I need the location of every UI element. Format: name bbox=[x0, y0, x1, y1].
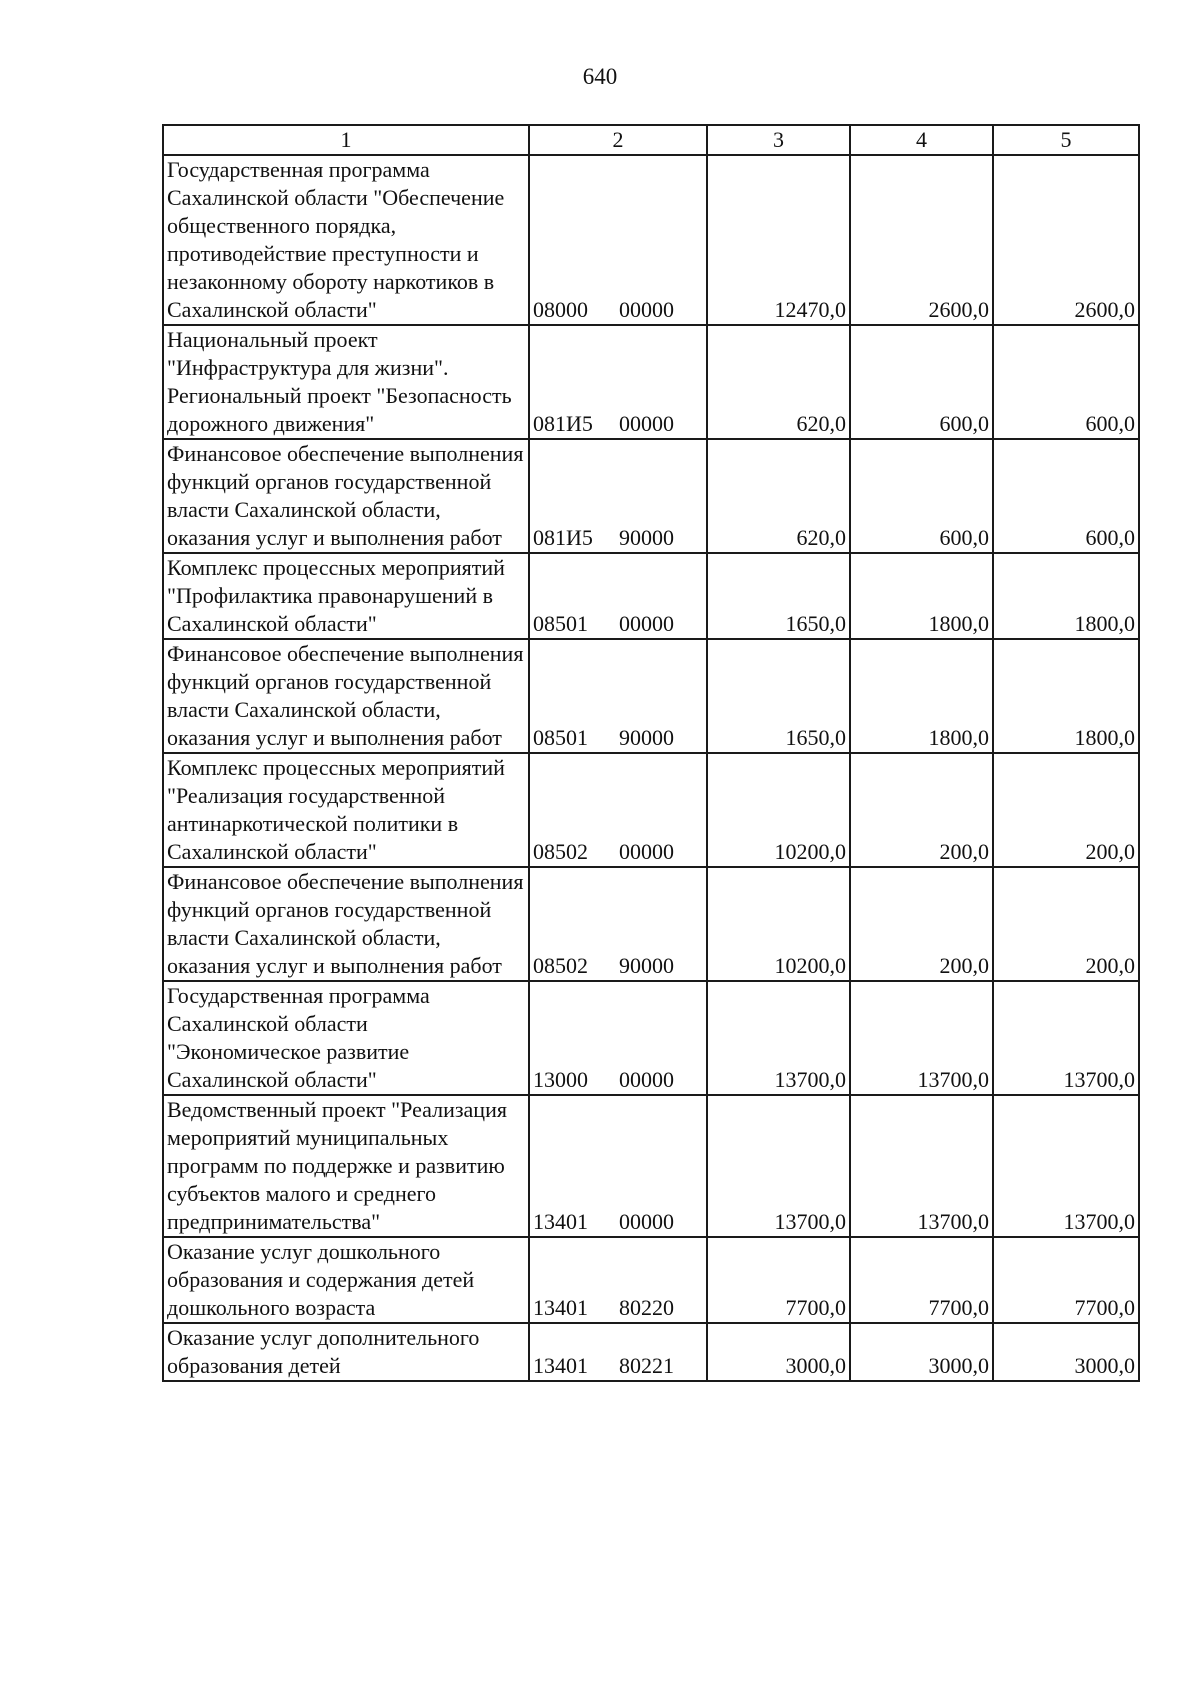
row-value-col5: 200,0 bbox=[993, 753, 1139, 867]
row-value-col5: 13700,0 bbox=[993, 1095, 1139, 1237]
row-code bbox=[529, 325, 707, 439]
row-name: Оказание услуг дополнительного образования детей bbox=[163, 1323, 529, 1381]
code-program: 08501 bbox=[533, 725, 588, 750]
row-value-col3: 1650,0 bbox=[707, 553, 850, 639]
row-value-col5: 3000,0 bbox=[993, 1323, 1139, 1381]
row-value-col3: 620,0 bbox=[707, 325, 850, 439]
code-direction: 80221 bbox=[619, 1353, 674, 1378]
header-col-1: 1 bbox=[163, 125, 529, 155]
row-code bbox=[529, 1323, 707, 1381]
code-program: 13000 bbox=[533, 1067, 588, 1092]
row-code bbox=[529, 753, 707, 867]
code-direction: 00000 bbox=[619, 411, 674, 436]
code-program: 08502 bbox=[533, 953, 588, 978]
code-program: 08501 bbox=[533, 611, 588, 636]
table-row bbox=[163, 867, 1139, 981]
table-row bbox=[163, 553, 1139, 639]
code-program: 08000 bbox=[533, 297, 588, 322]
row-value-col4: 2600,0 bbox=[850, 155, 993, 325]
code-program: 081И5 bbox=[533, 525, 593, 550]
row-name: Ведомственный проект "Реализация мероприятий муниципальных программ по поддержке и развитию субъектов малого и среднего предпринимательства" bbox=[163, 1095, 529, 1237]
code-direction: 00000 bbox=[619, 297, 674, 322]
row-code bbox=[529, 1237, 707, 1323]
row-value-col5: 7700,0 bbox=[993, 1237, 1139, 1323]
row-value-col4: 1800,0 bbox=[850, 639, 993, 753]
row-value-col5: 13700,0 bbox=[993, 981, 1139, 1095]
table-row bbox=[163, 1237, 1139, 1323]
table-row bbox=[163, 753, 1139, 867]
row-value-col4: 600,0 bbox=[850, 439, 993, 553]
page-number: 640 bbox=[582, 64, 618, 89]
table-row bbox=[163, 325, 1139, 439]
row-code bbox=[529, 553, 707, 639]
row-value-col5: 200,0 bbox=[993, 867, 1139, 981]
budget-table bbox=[162, 124, 1140, 1382]
table-row bbox=[163, 1323, 1139, 1381]
row-value-col3: 13700,0 bbox=[707, 981, 850, 1095]
row-code bbox=[529, 439, 707, 553]
code-direction: 80220 bbox=[619, 1295, 674, 1320]
code-program: 08502 bbox=[533, 839, 588, 864]
row-name: Национальный проект "Инфраструктура для жизни". Региональный проект "Безопасность дорожного движения" bbox=[163, 325, 529, 439]
table-row bbox=[163, 1095, 1139, 1237]
row-value-col4: 7700,0 bbox=[850, 1237, 993, 1323]
header-col-4: 4 bbox=[850, 125, 993, 155]
code-program: 081И5 bbox=[533, 411, 593, 436]
row-value-col5: 1800,0 bbox=[993, 553, 1139, 639]
row-code bbox=[529, 1095, 707, 1237]
header-col-3: 3 bbox=[707, 125, 850, 155]
code-direction: 90000 bbox=[619, 953, 674, 978]
row-code bbox=[529, 981, 707, 1095]
code-program: 13401 bbox=[533, 1209, 588, 1234]
row-name: Финансовое обеспечение выполнения функций органов государственной власти Сахалинской области, оказания услуг и выполнения работ bbox=[163, 439, 529, 553]
row-value-col5: 600,0 bbox=[993, 439, 1139, 553]
row-value-col3: 10200,0 bbox=[707, 753, 850, 867]
table-row bbox=[163, 439, 1139, 553]
row-value-col3: 1650,0 bbox=[707, 639, 850, 753]
row-value-col4: 200,0 bbox=[850, 753, 993, 867]
table-row bbox=[163, 639, 1139, 753]
row-code bbox=[529, 639, 707, 753]
code-direction: 00000 bbox=[619, 1067, 674, 1092]
row-value-col3: 620,0 bbox=[707, 439, 850, 553]
row-value-col3: 13700,0 bbox=[707, 1095, 850, 1237]
row-code bbox=[529, 155, 707, 325]
row-name: Финансовое обеспечение выполнения функций органов государственной власти Сахалинской области, оказания услуг и выполнения работ bbox=[163, 639, 529, 753]
row-value-col5: 2600,0 bbox=[993, 155, 1139, 325]
row-value-col3: 10200,0 bbox=[707, 867, 850, 981]
code-direction: 90000 bbox=[619, 725, 674, 750]
row-name: Оказание услуг дошкольного образования и содержания детей дошкольного возраста bbox=[163, 1237, 529, 1323]
code-direction: 00000 bbox=[619, 611, 674, 636]
row-value-col5: 600,0 bbox=[993, 325, 1139, 439]
row-code bbox=[529, 867, 707, 981]
row-value-col3: 7700,0 bbox=[707, 1237, 850, 1323]
row-value-col3: 3000,0 bbox=[707, 1323, 850, 1381]
row-value-col3: 12470,0 bbox=[707, 155, 850, 325]
code-direction: 00000 bbox=[619, 839, 674, 864]
row-value-col4: 13700,0 bbox=[850, 981, 993, 1095]
row-value-col5: 1800,0 bbox=[993, 639, 1139, 753]
header-col-2: 2 bbox=[529, 125, 707, 155]
row-value-col4: 600,0 bbox=[850, 325, 993, 439]
code-program: 13401 bbox=[533, 1295, 588, 1320]
row-name: Комплекс процессных мероприятий "Реализация государственной антинаркотической политики в Сахалинской области" bbox=[163, 753, 529, 867]
code-direction: 00000 bbox=[619, 1209, 674, 1234]
row-name: Комплекс процессных мероприятий "Профилактика правонарушений в Сахалинской области" bbox=[163, 553, 529, 639]
code-program: 13401 bbox=[533, 1353, 588, 1378]
row-name: Государственная программа Сахалинской области "Обеспечение общественного порядка, противодействие преступности и незаконному обороту наркотиков в Сахалинской области" bbox=[163, 155, 529, 325]
row-value-col4: 13700,0 bbox=[850, 1095, 993, 1237]
table-row bbox=[163, 155, 1139, 325]
header-row bbox=[163, 125, 1139, 155]
row-name: Финансовое обеспечение выполнения функций органов государственной власти Сахалинской области, оказания услуг и выполнения работ bbox=[163, 867, 529, 981]
row-value-col4: 200,0 bbox=[850, 867, 993, 981]
row-name: Государственная программа Сахалинской области "Экономическое развитие Сахалинской области" bbox=[163, 981, 529, 1095]
code-direction: 90000 bbox=[619, 525, 674, 550]
row-value-col4: 1800,0 bbox=[850, 553, 993, 639]
table-row bbox=[163, 981, 1139, 1095]
row-value-col4: 3000,0 bbox=[850, 1323, 993, 1381]
header-col-5: 5 bbox=[993, 125, 1139, 155]
